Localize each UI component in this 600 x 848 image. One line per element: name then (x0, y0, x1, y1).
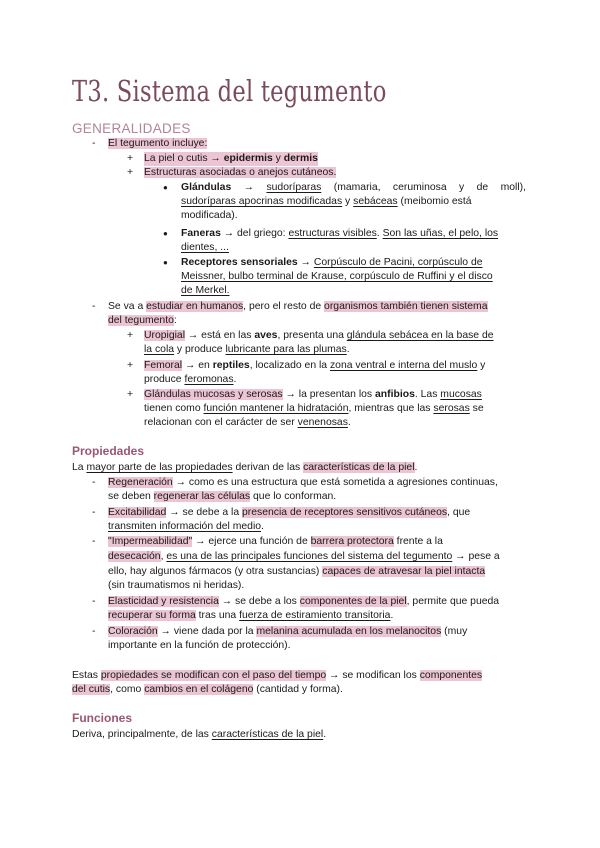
list-item: La piel o cutis → epidermis y dermis (144, 153, 318, 164)
plus-bullet: + (127, 389, 134, 400)
paragraph: La mayor parte de las propiedades derivan de las características de la piel. (72, 462, 418, 473)
list-item: Glándulas → sudoríparas (mamaria, ceruminosa y de moll), (181, 182, 526, 193)
text-line: desecación, es una de las principales funciones del sistema del tegumento → pese a (108, 551, 500, 562)
paragraph: Deriva, principalmente, de las características de la piel. (72, 729, 327, 740)
list-item: Uropigial → está en las aves, presenta una glándula sebácea en la base de (144, 330, 494, 341)
section-heading-propiedades: Propiedades (72, 444, 145, 458)
text-line: del tegumento: (108, 315, 177, 326)
dot-bullet: ● (163, 258, 168, 267)
text-line: recuperar su forma tras una fuerza de estiramiento transitoria. (108, 610, 394, 621)
section-heading-generalidades: GENERALIDADES (72, 121, 191, 136)
text-line: relacionan con el carácter de ser venenosas. (144, 417, 351, 428)
dot-bullet: ● (163, 229, 168, 238)
text-line: ello, hay algunos fármacos (y otra sustancias) capaces de atravesar la piel intacta (108, 566, 486, 577)
list-item: Elasticidad y resistencia → se debe a los componentes de la piel, permite que pueda (108, 596, 500, 607)
list-item: Estructuras asociadas o anejos cutáneos. (144, 167, 337, 178)
text-line: modificada). (181, 210, 238, 221)
text-line: de Merkel. (181, 285, 230, 296)
dash-bullet: - (92, 301, 96, 312)
dash-bullet: - (92, 596, 96, 607)
text-line: la cola y produce lubricante para las plumas. (144, 344, 350, 355)
text-line: importante en la función de protección). (108, 640, 291, 651)
text-line: produce feromonas. (144, 374, 237, 385)
text-line: tienen como función mantener la hidratación, mientras que las serosas se (144, 403, 484, 414)
list-item: Faneras → del griego: estructuras visibles. Son las uñas, el pelo, los (181, 228, 499, 239)
text-line: se deben regenerar las células que lo conforman. (108, 491, 337, 502)
list-item: Excitabilidad → se debe a la presencia de receptores sensitivos cutáneos, que (108, 507, 471, 518)
text-line: (sin traumatismos ni heridas). (108, 580, 245, 591)
text-line: sudoríparas apocrinas modificadas y sebáceas (meibomio está (181, 196, 472, 207)
section-heading-funciones: Funciones (72, 711, 133, 725)
plus-bullet: + (127, 153, 134, 164)
dash-bullet: - (92, 536, 96, 547)
list-item: "Impermeabilidad" → ejerce una función de barrera protectora frente a la (108, 536, 443, 547)
dash-bullet: - (92, 626, 96, 637)
list-item: Glándulas mucosas y serosas → la presentan los anfibios. Las mucosas (144, 389, 482, 400)
text-line: dientes, ... (181, 242, 229, 253)
dash-bullet: - (92, 477, 96, 488)
plus-bullet: + (127, 167, 134, 178)
page-title: T3. Sistema del tegumento (72, 74, 387, 108)
text-line: del cutis, como cambios en el colágeno (cantidad y forma). (72, 684, 343, 695)
list-item: El tegumento incluye: (108, 138, 208, 149)
plus-bullet: + (127, 360, 134, 371)
paragraph: Estas propiedades se modifican con el paso del tiempo → se modifican los componentes (72, 670, 483, 681)
plus-bullet: + (127, 330, 134, 341)
text-line: transmiten información del medio. (108, 521, 264, 532)
dot-bullet: ● (163, 183, 168, 192)
list-item: Se va a estudiar en humanos, pero el resto de organismos también tienen sistema (108, 301, 488, 312)
list-item: Receptores sensoriales → Corpúsculo de Pacini, corpúsculo de (181, 257, 483, 268)
dash-bullet: - (92, 507, 96, 518)
list-item: Regeneración → como es una estructura que está sometida a agresiones continuas, (108, 477, 498, 488)
text-line: Meissner, bulbo terminal de Krause, corpúsculo de Ruffini y el disco (181, 271, 493, 282)
dash-bullet: - (92, 138, 96, 149)
list-item: Coloración → viene dada por la melanina acumulada en los melanocitos (muy (108, 626, 468, 637)
list-item: Femoral → en reptiles, localizado en la zona ventral e interna del muslo y (144, 360, 486, 371)
